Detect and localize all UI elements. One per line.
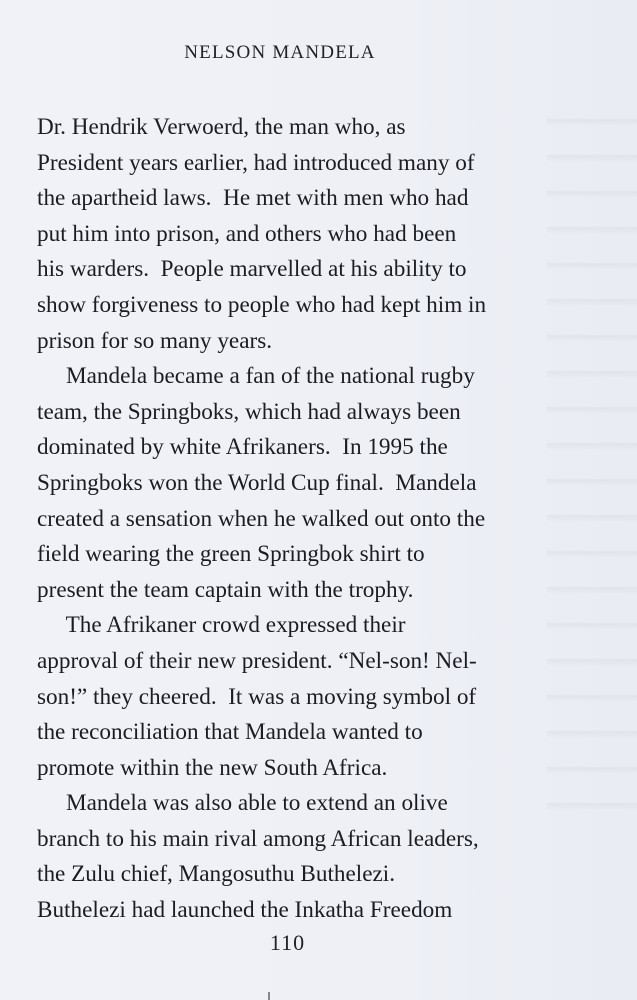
text-line: prison for so many years. — [37, 327, 273, 354]
text-line: present the team captain with the trophy. — [37, 576, 414, 603]
text-line: the reconciliation that Mandela wanted to — [37, 719, 423, 746]
text-line: field wearing the green Springbok shirt to — [37, 541, 425, 568]
text-line: team, the Springboks, which had always been — [37, 398, 461, 425]
text-line: branch to his main rival among African leaders, — [37, 825, 479, 852]
text-line: son!” they cheered. It was a moving symbol of — [37, 683, 477, 710]
text-line: his warders. People marvelled at his ability to — [37, 256, 467, 283]
text-line: Buthelezi had launched the Inkatha Freedom — [37, 897, 453, 924]
text-line: Springboks won the World Cup final. Mandela — [37, 469, 477, 496]
text-line: promote within the new South Africa. — [37, 754, 388, 781]
text-line: Dr. Hendrik Verwoerd, the man who, as — [37, 114, 406, 140]
text-line: Mandela became a fan of the national rugby — [37, 363, 475, 390]
text-line: The Afrikaner crowd expressed their — [37, 612, 406, 639]
text-line: approval of their new president. “Nel-son! Nel- — [37, 647, 477, 674]
page-number: 110 — [269, 930, 306, 955]
text-line: President years earlier, had introduced many of — [37, 149, 475, 176]
binding-mark — [268, 992, 270, 1000]
body-text — [37, 110, 577, 929]
text-line: put him into prison, and others who had been — [37, 220, 457, 247]
text-line: Mandela was also able to extend an olive — [37, 790, 448, 817]
text-line: show forgiveness to people who had kept him in — [37, 291, 487, 318]
running-head: NELSON MANDELA — [184, 42, 376, 63]
text-line: created a sensation when he walked out onto the — [37, 505, 486, 532]
text-line: dominated by white Afrikaners. In 1995 the — [37, 434, 448, 461]
text-line: the Zulu chief, Mangosuthu Buthelezi. — [37, 861, 396, 888]
text-line: the apartheid laws. He met with men who had — [37, 185, 469, 212]
